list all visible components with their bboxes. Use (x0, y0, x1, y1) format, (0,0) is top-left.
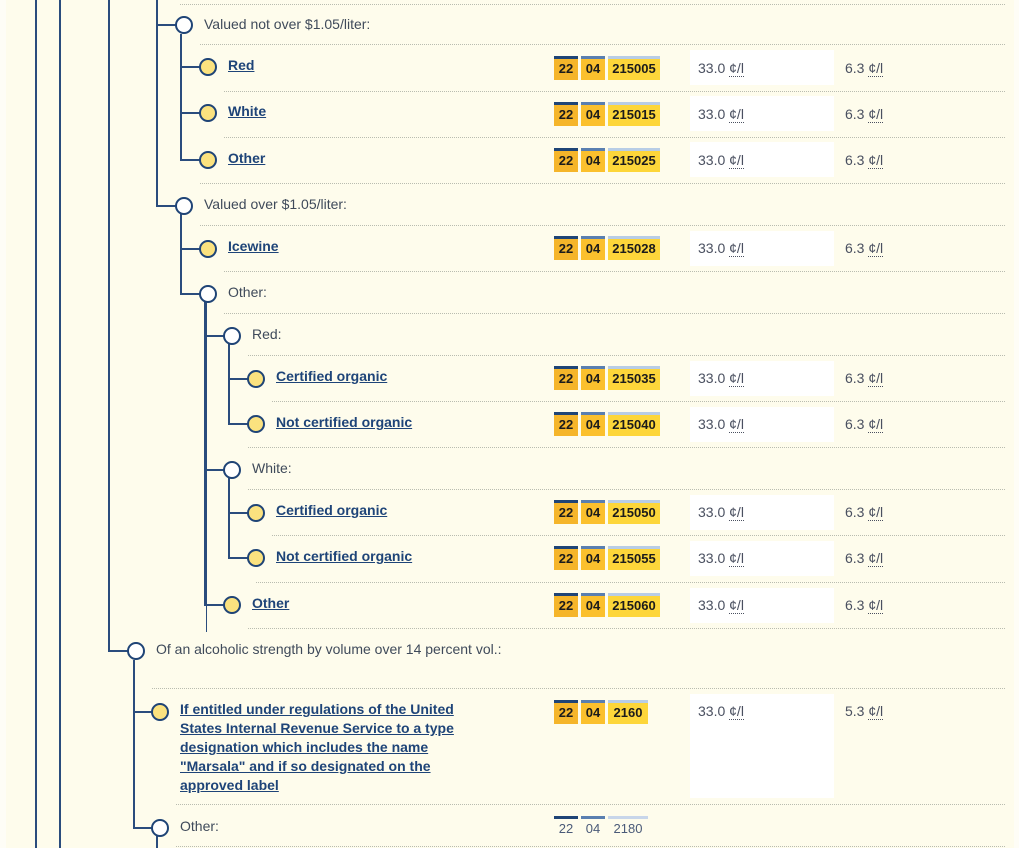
hts-subheading: 215015 (608, 102, 660, 126)
row-divider (224, 313, 1005, 314)
rate-unit: ¢/l (729, 60, 744, 76)
tree-connector (204, 469, 224, 471)
special-rate (845, 59, 883, 78)
rate-unit: ¢/l (729, 703, 744, 719)
rate-value: 33.0 (698, 240, 726, 256)
rate-value: 33.0 (698, 416, 726, 432)
tree-node[interactable] (151, 819, 169, 837)
tree-leaf-node[interactable] (247, 415, 265, 433)
tree-line (180, 214, 182, 294)
hts-chapter: 22 (554, 236, 578, 260)
general-rate (698, 415, 744, 434)
hts-subheading: 215050 (608, 500, 660, 524)
rate-unit: ¢/l (729, 504, 744, 520)
hts-heading: 04 (581, 236, 605, 260)
rate-unit: ¢/l (729, 550, 744, 566)
hts-chapter: 22 (554, 148, 578, 172)
hts-chapter: 22 (554, 366, 578, 390)
rate-unit: ¢/l (729, 152, 744, 168)
rate-unit: ¢/l (868, 240, 884, 256)
tree-connector (180, 248, 200, 250)
rate-unit: ¢/l (729, 370, 744, 386)
hts-heading: 04 (581, 593, 605, 617)
heading-other: Other: (228, 284, 267, 300)
rate-unit: ¢/l (868, 597, 884, 613)
tree-node[interactable] (223, 461, 241, 479)
tree-node[interactable] (175, 197, 193, 215)
tree-connector (180, 159, 200, 161)
tree-connector (204, 335, 224, 337)
general-rate (698, 105, 744, 124)
tree-line (156, 836, 158, 848)
rate-value: 6.3 (845, 550, 865, 566)
tree-connector (133, 711, 153, 713)
hts-code[interactable] (554, 148, 660, 172)
tree-line (228, 344, 230, 424)
general-rate (698, 369, 744, 388)
general-rate (698, 151, 744, 170)
tree-leaf-node[interactable] (199, 151, 217, 169)
hts-heading: 04 (581, 500, 605, 524)
tree-line (228, 478, 230, 558)
item-link-white-not-certified-organic[interactable]: Not certified organic (276, 548, 413, 564)
heading-over-14: Of an alcoholic strength by volume over 14 percent vol.: (156, 641, 502, 657)
hts-code[interactable] (554, 593, 660, 617)
hts-subheading: 215055 (608, 546, 660, 570)
tree-connector (156, 24, 176, 26)
tree-line (108, 0, 110, 652)
hts-subheading: 215025 (608, 148, 660, 172)
tree-leaf-node[interactable] (247, 370, 265, 388)
special-rate (845, 239, 883, 258)
rate-unit: ¢/l (868, 550, 884, 566)
hts-code[interactable] (554, 412, 660, 436)
hts-code[interactable] (554, 366, 660, 390)
special-rate (845, 702, 883, 721)
hts-heading: 04 (581, 56, 605, 80)
row-divider (224, 137, 1005, 138)
rate-unit: ¢/l (868, 504, 884, 520)
rate-unit: ¢/l (868, 370, 884, 386)
rate-unit: ¢/l (868, 703, 884, 719)
general-rate (698, 596, 744, 615)
hts-chapter: 22 (554, 412, 578, 436)
special-rate (845, 549, 883, 568)
tree-connector (228, 378, 248, 380)
hts-subheading: 215040 (608, 412, 660, 436)
tree-connector (228, 423, 248, 425)
tree-connector (156, 205, 176, 207)
hts-code[interactable] (554, 700, 648, 724)
special-rate (845, 151, 883, 170)
tree-node[interactable] (175, 16, 193, 34)
rate-value: 6.3 (845, 240, 865, 256)
item-link-other-2[interactable]: Other (252, 595, 290, 611)
rate-unit: ¢/l (729, 106, 744, 122)
rate-unit: ¢/l (868, 106, 884, 122)
hts-heading: 04 (581, 412, 605, 436)
row-divider (248, 355, 1005, 356)
rate-value: 33.0 (698, 370, 726, 386)
item-link-white-certified-organic[interactable]: Certified organic (276, 502, 388, 518)
tree-leaf-node[interactable] (223, 596, 241, 614)
rate-value: 33.0 (698, 597, 726, 613)
tree-connector (180, 112, 200, 114)
row-divider (272, 401, 1005, 402)
tree-line (206, 302, 207, 632)
hts-chapter: 22 (554, 500, 578, 524)
heading-valued-not-over: Valued not over $1.05/liter: (204, 16, 371, 32)
tree-connector (204, 604, 224, 606)
row-divider (248, 489, 1005, 490)
general-rate (698, 702, 744, 721)
rate-unit: ¢/l (729, 240, 744, 256)
general-rate (698, 59, 744, 78)
tree-node[interactable] (127, 642, 145, 660)
rate-value: 33.0 (698, 106, 726, 122)
tree-connector (228, 557, 248, 559)
rate-unit: ¢/l (868, 416, 884, 432)
hts-chapter: 22 (554, 56, 578, 80)
special-rate (845, 105, 883, 124)
item-link-other[interactable]: Other (228, 150, 266, 166)
item-link-icewine[interactable]: Icewine (228, 238, 279, 254)
hts-code[interactable] (554, 56, 660, 80)
rate-value: 33.0 (698, 703, 726, 719)
general-rate (698, 549, 744, 568)
rate-value: 6.3 (845, 597, 865, 613)
row-divider (224, 271, 1005, 272)
hts-subheading: 215035 (608, 366, 660, 390)
hts-subheading: 2180 (608, 816, 648, 840)
item-link-white[interactable]: White (228, 103, 267, 119)
tree-leaf-node[interactable] (199, 240, 217, 258)
rate-value: 33.0 (698, 60, 726, 76)
tree-leaf-node[interactable] (199, 104, 217, 122)
heading-white: White: (252, 460, 292, 476)
rate-value: 6.3 (845, 370, 865, 386)
special-rate (845, 415, 883, 434)
hts-code[interactable] (554, 500, 660, 524)
tree-connector (180, 66, 200, 68)
rate-unit: ¢/l (729, 416, 744, 432)
hts-heading: 04 (581, 816, 605, 840)
hts-chapter: 22 (554, 816, 578, 840)
tree-connector (180, 293, 200, 295)
hts-heading: 04 (581, 366, 605, 390)
special-rate (845, 503, 883, 522)
row-divider (176, 804, 1005, 805)
hts-heading: 04 (581, 546, 605, 570)
row-divider (200, 44, 1005, 45)
row-divider (248, 628, 1005, 629)
row-divider (152, 688, 1005, 689)
hts-chapter: 22 (554, 546, 578, 570)
item-link-red[interactable]: Red (228, 57, 255, 73)
tree-leaf-node[interactable] (247, 504, 265, 522)
row-divider (200, 225, 1005, 226)
hts-code[interactable] (554, 236, 660, 260)
rate-value: 5.3 (845, 703, 865, 719)
hts-subheading: 2160 (608, 700, 648, 724)
hts-chapter: 22 (554, 102, 578, 126)
item-link-red-not-certified-organic[interactable]: Not certified organic (276, 414, 413, 430)
row-divider (256, 582, 1005, 583)
rate-value: 6.3 (845, 106, 865, 122)
rate-value: 33.0 (698, 504, 726, 520)
tree-connector (228, 512, 248, 514)
tree-line (156, 0, 158, 206)
item-link-marsala[interactable]: If entitled under regulations of the United States Internal Revenue Service to a type designation which includes the name "Marsala" and if so designated on the approved label (180, 701, 454, 793)
hts-heading: 04 (581, 700, 605, 724)
hts-chapter: 22 (554, 700, 578, 724)
hts-subheading: 215028 (608, 236, 660, 260)
rate-unit: ¢/l (729, 597, 744, 613)
hts-code[interactable] (554, 102, 660, 126)
tree-connector (108, 650, 128, 652)
special-rate (845, 596, 883, 615)
item-link-red-certified-organic[interactable]: Certified organic (276, 368, 388, 384)
tree-node[interactable] (223, 327, 241, 345)
rate-value: 33.0 (698, 550, 726, 566)
hts-subheading: 215005 (608, 56, 660, 80)
row-divider (176, 846, 1005, 847)
tree-line (180, 34, 182, 160)
rate-value: 33.0 (698, 152, 726, 168)
tree-leaf-node[interactable] (199, 58, 217, 76)
tree-leaf-node[interactable] (151, 703, 169, 721)
tree-line (59, 0, 61, 848)
heading-valued-over: Valued over $1.05/liter: (204, 196, 347, 212)
general-rate (698, 503, 744, 522)
row-divider (272, 535, 1005, 536)
rate-unit: ¢/l (868, 152, 884, 168)
rate-value: 6.3 (845, 416, 865, 432)
rate-unit: ¢/l (868, 60, 884, 76)
rate-value: 6.3 (845, 504, 865, 520)
special-rate (845, 369, 883, 388)
row-divider (200, 183, 1005, 184)
hts-chapter: 22 (554, 593, 578, 617)
tree-line (133, 660, 135, 828)
hts-subheading: 215060 (608, 593, 660, 617)
hts-code-heading (554, 816, 648, 840)
heading-red: Red: (252, 326, 282, 342)
tree-line (35, 0, 37, 848)
tree-connector (133, 827, 153, 829)
row-divider (248, 447, 1005, 448)
rate-value: 6.3 (845, 152, 865, 168)
row-divider (180, 4, 1005, 5)
heading-other-bottom: Other: (180, 818, 219, 834)
general-rate (698, 239, 744, 258)
hts-heading: 04 (581, 148, 605, 172)
hts-code[interactable] (554, 546, 660, 570)
hts-heading: 04 (581, 102, 605, 126)
tree-leaf-node[interactable] (247, 549, 265, 567)
rate-value: 6.3 (845, 60, 865, 76)
tree-node[interactable] (199, 285, 217, 303)
row-divider (224, 91, 1005, 92)
